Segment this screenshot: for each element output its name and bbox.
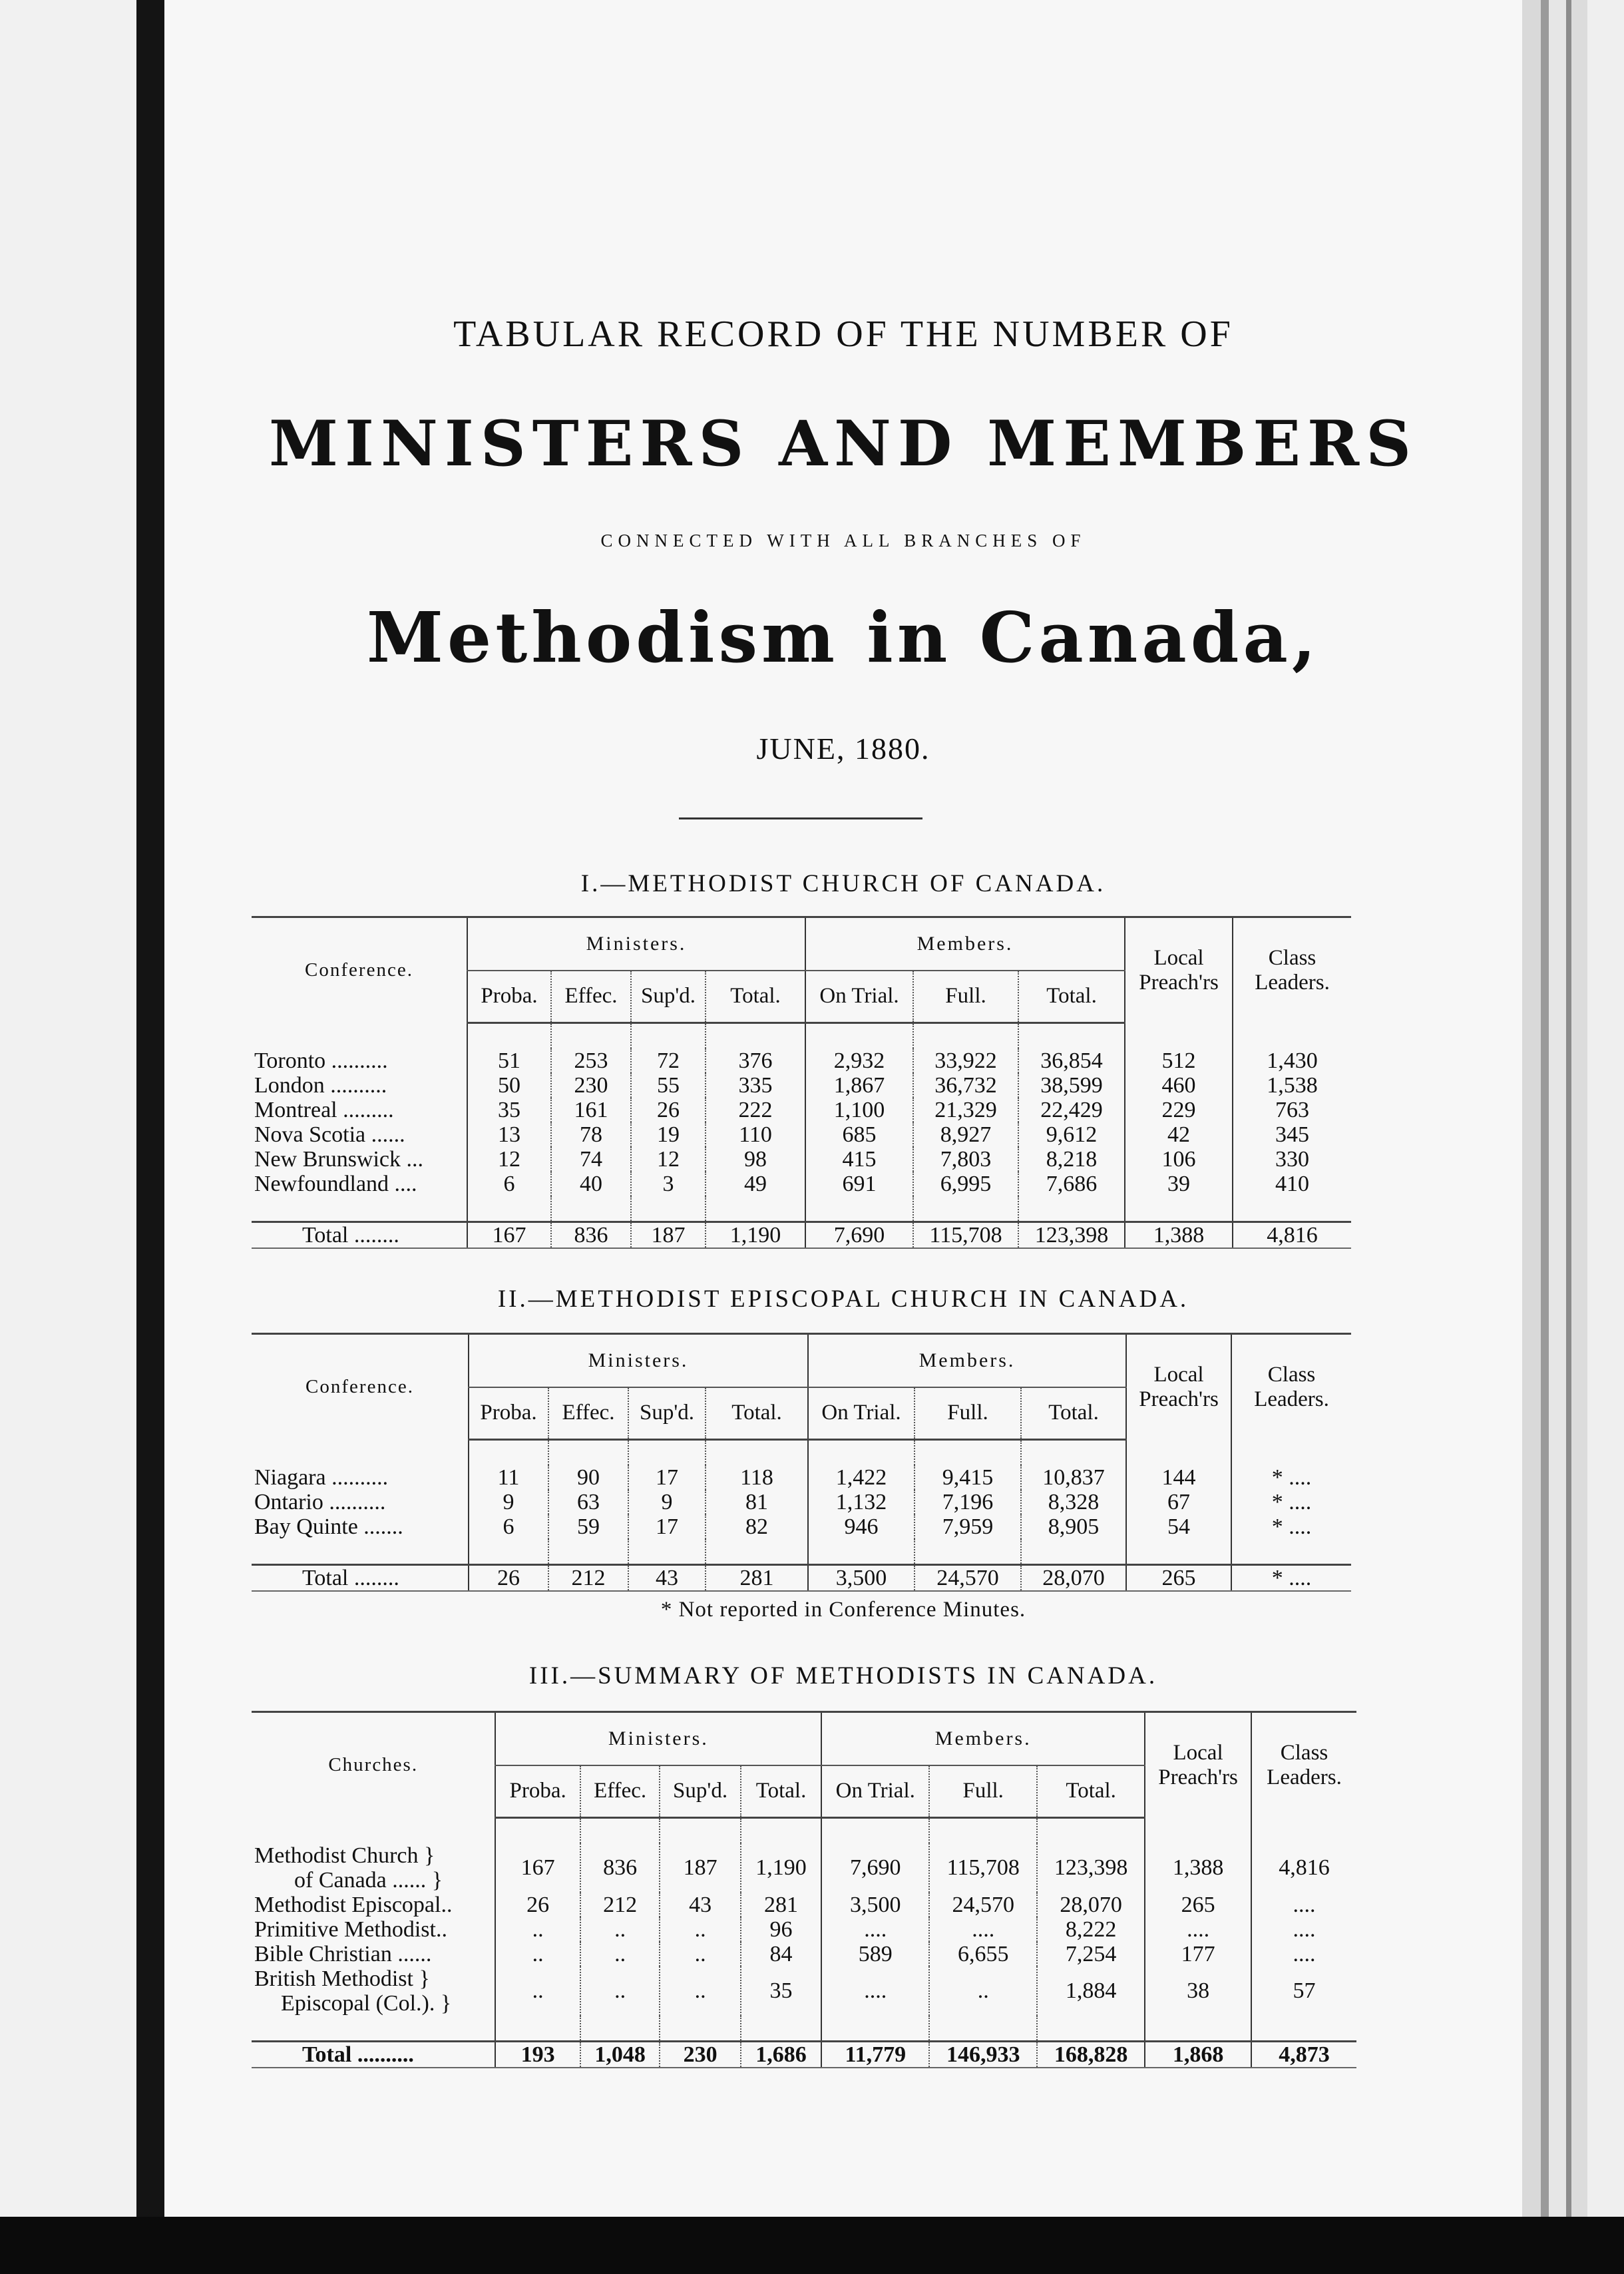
section-1-table (252, 916, 1351, 1249)
header-ministers-total: Total. (706, 971, 805, 1023)
total-cell: 123,398 (1018, 1222, 1125, 1248)
cell: 7,959 (914, 1514, 1021, 1539)
title-date: JUNE, 1880. (756, 732, 930, 766)
cell: 38 (1145, 1966, 1251, 2016)
section-2-title: II.—METHODIST EPISCOPAL CHURCH IN CANADA. (497, 1285, 1189, 1313)
header-members-total: Total. (1021, 1387, 1126, 1439)
total-cell: 1,190 (706, 1222, 805, 1248)
cell: 10,837 (1021, 1465, 1126, 1490)
cell: 54 (1126, 1514, 1231, 1539)
cell: 67 (1126, 1490, 1231, 1514)
total-label: Total .......... (252, 2041, 495, 2068)
cell: 8,927 (913, 1122, 1018, 1147)
cell: 8,222 (1037, 1917, 1145, 1942)
cell: 49 (706, 1172, 805, 1196)
cell: 9,415 (914, 1465, 1021, 1490)
row-label: Methodist Episcopal.. (254, 1892, 453, 1917)
cell: 1,538 (1233, 1073, 1351, 1098)
cell: 12 (467, 1147, 551, 1172)
table-row (252, 1843, 1356, 1893)
cell: 1,190 (741, 1843, 821, 1893)
title-blackletter: Methodism in Canada, (366, 596, 1320, 678)
cell: .. (495, 1917, 580, 1942)
cell: .... (1251, 1893, 1356, 1917)
separator-rule (679, 817, 922, 819)
row-label: Nova Scotia ...... (254, 1122, 405, 1147)
cell: 281 (741, 1893, 821, 1917)
cell: .... (1251, 1917, 1356, 1942)
table-row (252, 1098, 1351, 1122)
header-local-preachers: Local Preach'rs (1126, 1334, 1231, 1440)
header-ministers: Ministers. (495, 1712, 821, 1766)
cell: 460 (1125, 1073, 1233, 1098)
cell: 22,429 (1018, 1098, 1125, 1122)
total-cell: 4,816 (1233, 1222, 1351, 1248)
cell: 265 (1145, 1893, 1251, 1917)
cell: 9,612 (1018, 1122, 1125, 1147)
cell: 123,398 (1037, 1843, 1145, 1893)
total-cell: 7,690 (805, 1222, 913, 1248)
cell: 118 (706, 1465, 808, 1490)
title-line-1: TABULAR RECORD OF THE NUMBER OF (453, 314, 1233, 355)
cell: 35 (467, 1098, 551, 1122)
header-ministers-total: Total. (706, 1387, 808, 1439)
cell: 1,388 (1145, 1843, 1251, 1893)
header-conference: Conference. (305, 1376, 414, 1397)
cell: .... (1251, 1942, 1356, 1966)
total-cell: 146,933 (929, 2041, 1037, 2068)
cell: 26 (495, 1893, 580, 1917)
cell: 212 (580, 1893, 660, 1917)
header-on-trial: On Trial. (821, 1765, 929, 1817)
cell: 376 (706, 1048, 805, 1073)
cell: 4,816 (1251, 1843, 1356, 1893)
cell: 84 (741, 1942, 821, 1966)
table-row (252, 1917, 1356, 1942)
table-row (252, 1172, 1351, 1196)
header-members-total: Total. (1018, 971, 1125, 1023)
total-cell: 24,570 (914, 1564, 1021, 1591)
cell: .. (580, 1966, 660, 2016)
page-edge (1566, 0, 1571, 2217)
title-line-3: CONNECTED WITH ALL BRANCHES OF (600, 531, 1086, 551)
cell: 230 (551, 1073, 631, 1098)
row-label: London .......... (254, 1072, 387, 1098)
table-row (252, 1073, 1351, 1098)
cell: .. (580, 1917, 660, 1942)
cell: 110 (706, 1122, 805, 1147)
header-full: Full. (929, 1765, 1037, 1817)
row-label (252, 1843, 495, 1893)
table-row (252, 1490, 1351, 1514)
header-proba: Proba. (469, 1387, 548, 1439)
total-row (252, 2041, 1356, 2068)
footnote: * Not reported in Conference Minutes. (660, 1598, 1026, 1622)
cell: 685 (805, 1122, 913, 1147)
cell: 335 (706, 1073, 805, 1098)
cell: .. (929, 1966, 1037, 2016)
cell: 1,422 (808, 1465, 914, 1490)
cell: .... (821, 1966, 929, 2016)
cell: 1,100 (805, 1098, 913, 1122)
cell: 222 (706, 1098, 805, 1122)
cell: 836 (580, 1843, 660, 1893)
cell: 96 (741, 1917, 821, 1942)
cell: 415 (805, 1147, 913, 1172)
cell: .... (821, 1917, 929, 1942)
section-1-title: I.—METHODIST CHURCH OF CANADA. (580, 870, 1106, 897)
cell: 6 (467, 1172, 551, 1196)
cell: 78 (551, 1122, 631, 1147)
cell: 6,995 (913, 1172, 1018, 1196)
section-3-table (252, 1711, 1356, 2068)
cell: 106 (1125, 1147, 1233, 1172)
cell: 7,690 (821, 1843, 929, 1893)
header-full: Full. (913, 971, 1018, 1023)
cell: 33,922 (913, 1048, 1018, 1073)
total-cell: 1,388 (1125, 1222, 1233, 1248)
cell: 50 (467, 1073, 551, 1098)
cell: 13 (467, 1122, 551, 1147)
cell: 253 (551, 1048, 631, 1073)
cell: 1,884 (1037, 1966, 1145, 2016)
table-row (252, 1514, 1351, 1539)
header-local-preachers: Local Preach'rs (1125, 917, 1233, 1023)
header-local-preachers: Local Preach'rs (1145, 1712, 1251, 1818)
cell: 410 (1233, 1172, 1351, 1196)
table-row (252, 1465, 1351, 1490)
cell: 691 (805, 1172, 913, 1196)
cell: * .... (1231, 1490, 1351, 1514)
header-class-leaders: Class Leaders. (1231, 1334, 1351, 1440)
section-2-table (252, 1333, 1351, 1592)
total-label: Total ........ (252, 1222, 467, 1248)
cell: 589 (821, 1942, 929, 1966)
table-row (252, 1147, 1351, 1172)
cell: .. (495, 1966, 580, 2016)
table-row (252, 1942, 1356, 1966)
total-cell: 43 (628, 1564, 706, 1591)
total-cell: 281 (706, 1564, 808, 1591)
cell: 28,070 (1037, 1893, 1145, 1917)
cell: 946 (808, 1514, 914, 1539)
cell: 144 (1126, 1465, 1231, 1490)
header-conference: Conference. (305, 959, 413, 981)
cell: 512 (1125, 1048, 1233, 1073)
cell: 21,329 (913, 1098, 1018, 1122)
total-cell: 1,686 (741, 2041, 821, 2068)
row-label-line-1: British Methodist } (254, 1966, 430, 1991)
total-cell: 265 (1126, 1564, 1231, 1591)
page-edge (1549, 0, 1566, 2217)
cell: 11 (469, 1465, 548, 1490)
cell: 2,932 (805, 1048, 913, 1073)
total-cell: 212 (548, 1564, 628, 1591)
header-members: Members. (808, 1334, 1126, 1388)
header-churches: Churches. (328, 1754, 419, 1775)
row-label: New Brunswick ... (254, 1146, 424, 1172)
cell: 38,599 (1018, 1073, 1125, 1098)
header-effec: Effec. (580, 1765, 660, 1817)
cell: 82 (706, 1514, 808, 1539)
section-3-title: III.—SUMMARY OF METHODISTS IN CANADA. (528, 1662, 1158, 1690)
cell: 345 (1233, 1122, 1351, 1147)
row-label-line-2: Episcopal (Col.). } (281, 1990, 452, 2016)
header-ministers: Ministers. (467, 917, 805, 971)
cell: 59 (548, 1514, 628, 1539)
cell: 17 (628, 1514, 706, 1539)
header-ministers-total: Total. (741, 1765, 821, 1817)
row-label-line-1: Methodist Church } (254, 1843, 435, 1868)
header-full: Full. (914, 1387, 1021, 1439)
cell: 229 (1125, 1098, 1233, 1122)
row-label: Bay Quinte ....... (254, 1514, 403, 1539)
cell: .. (660, 1966, 740, 2016)
header-supd: Sup'd. (628, 1387, 706, 1439)
total-cell: 1,048 (580, 2041, 660, 2068)
total-cell: 3,500 (808, 1564, 914, 1591)
header-members: Members. (821, 1712, 1145, 1766)
cell: .... (929, 1917, 1037, 1942)
cell: 7,803 (913, 1147, 1018, 1172)
cell: 7,254 (1037, 1942, 1145, 1966)
header-effec: Effec. (548, 1387, 628, 1439)
cell: 330 (1233, 1147, 1351, 1172)
cell: 167 (495, 1843, 580, 1893)
table-row (252, 1966, 1356, 2016)
cell: 7,686 (1018, 1172, 1125, 1196)
cell: 17 (628, 1465, 706, 1490)
cell: .. (495, 1942, 580, 1966)
header-proba: Proba. (495, 1765, 580, 1817)
cell: 6,655 (929, 1942, 1037, 1966)
header-on-trial: On Trial. (808, 1387, 914, 1439)
cell: .. (660, 1917, 740, 1942)
row-label: Newfoundland .... (254, 1171, 417, 1196)
header-ministers: Ministers. (469, 1334, 808, 1388)
cell: 8,328 (1021, 1490, 1126, 1514)
header-proba: Proba. (467, 971, 551, 1023)
total-cell: 836 (551, 1222, 631, 1248)
total-label: Total ........ (252, 1564, 469, 1591)
cell: 55 (631, 1073, 706, 1098)
cell: 39 (1125, 1172, 1233, 1196)
row-label: Toronto .......... (254, 1048, 388, 1073)
cell: 72 (631, 1048, 706, 1073)
total-cell: 187 (631, 1222, 706, 1248)
cell: 42 (1125, 1122, 1233, 1147)
total-cell: * .... (1231, 1564, 1351, 1591)
header-class-leaders: Class Leaders. (1251, 1712, 1356, 1818)
cell: * .... (1231, 1465, 1351, 1490)
row-label: Ontario .......... (254, 1489, 386, 1514)
cell: 81 (706, 1490, 808, 1514)
row-label: Primitive Methodist.. (254, 1917, 447, 1942)
page-edge (1587, 0, 1624, 2217)
row-label (252, 1966, 495, 2016)
header-effec: Effec. (551, 971, 631, 1023)
header-members-total: Total. (1037, 1765, 1145, 1817)
cell: 6 (469, 1514, 548, 1539)
header-supd: Sup'd. (660, 1765, 740, 1817)
total-cell: 11,779 (821, 2041, 929, 2068)
total-cell: 193 (495, 2041, 580, 2068)
cell: 3,500 (821, 1893, 929, 1917)
cell: 3 (631, 1172, 706, 1196)
total-cell: 168,828 (1037, 2041, 1145, 2068)
cell: 43 (660, 1893, 740, 1917)
cell: 187 (660, 1843, 740, 1893)
cell: 35 (741, 1966, 821, 2016)
cell: 36,732 (913, 1073, 1018, 1098)
cell: 74 (551, 1147, 631, 1172)
row-label: Bible Christian ...... (254, 1941, 432, 1966)
page-edge (1571, 0, 1587, 2217)
row-label: Montreal ......... (254, 1097, 394, 1122)
page-edge (1522, 0, 1541, 2217)
cell: 98 (706, 1147, 805, 1172)
title-main: MINISTERS AND MEMBERS (268, 407, 1418, 481)
table-row (252, 1122, 1351, 1147)
row-label-line-2: of Canada ...... } (294, 1867, 443, 1893)
cell: 9 (469, 1490, 548, 1514)
total-cell: 1,868 (1145, 2041, 1251, 2068)
cell: 51 (467, 1048, 551, 1073)
table-row (252, 1048, 1351, 1073)
cell: * .... (1231, 1514, 1351, 1539)
header-members: Members. (805, 917, 1125, 971)
cell: 1,132 (808, 1490, 914, 1514)
header-on-trial: On Trial. (805, 971, 913, 1023)
cell: 177 (1145, 1942, 1251, 1966)
scan-bottom-border (0, 2217, 1624, 2274)
total-cell: 115,708 (913, 1222, 1018, 1248)
cell: 12 (631, 1147, 706, 1172)
page-edge (1541, 0, 1549, 2217)
cell: 763 (1233, 1098, 1351, 1122)
cell: 115,708 (929, 1843, 1037, 1893)
cell: 8,218 (1018, 1147, 1125, 1172)
cell: 24,570 (929, 1893, 1037, 1917)
table-row (252, 1893, 1356, 1917)
cell: 7,196 (914, 1490, 1021, 1514)
cell: 57 (1251, 1966, 1356, 2016)
total-cell: 28,070 (1021, 1564, 1126, 1591)
cell: 9 (628, 1490, 706, 1514)
cell: 63 (548, 1490, 628, 1514)
header-class-leaders: Class Leaders. (1233, 917, 1351, 1023)
cell: 161 (551, 1098, 631, 1122)
left-page-edge (0, 0, 136, 2217)
total-cell: 26 (469, 1564, 548, 1591)
total-row (252, 1222, 1351, 1248)
cell: 26 (631, 1098, 706, 1122)
cell: .. (660, 1942, 740, 1966)
cell: 1,867 (805, 1073, 913, 1098)
cell: .... (1145, 1917, 1251, 1942)
cell: 1,430 (1233, 1048, 1351, 1073)
cell: 36,854 (1018, 1048, 1125, 1073)
cell: 8,905 (1021, 1514, 1126, 1539)
cell: 40 (551, 1172, 631, 1196)
cell: .. (580, 1942, 660, 1966)
cell: 90 (548, 1465, 628, 1490)
header-supd: Sup'd. (631, 971, 706, 1023)
total-cell: 230 (660, 2041, 740, 2068)
binding-gutter (136, 0, 164, 2217)
total-cell: 167 (467, 1222, 551, 1248)
total-cell: 4,873 (1251, 2041, 1356, 2068)
cell: 19 (631, 1122, 706, 1147)
row-label: Niagara .......... (254, 1465, 389, 1490)
total-row (252, 1564, 1351, 1591)
